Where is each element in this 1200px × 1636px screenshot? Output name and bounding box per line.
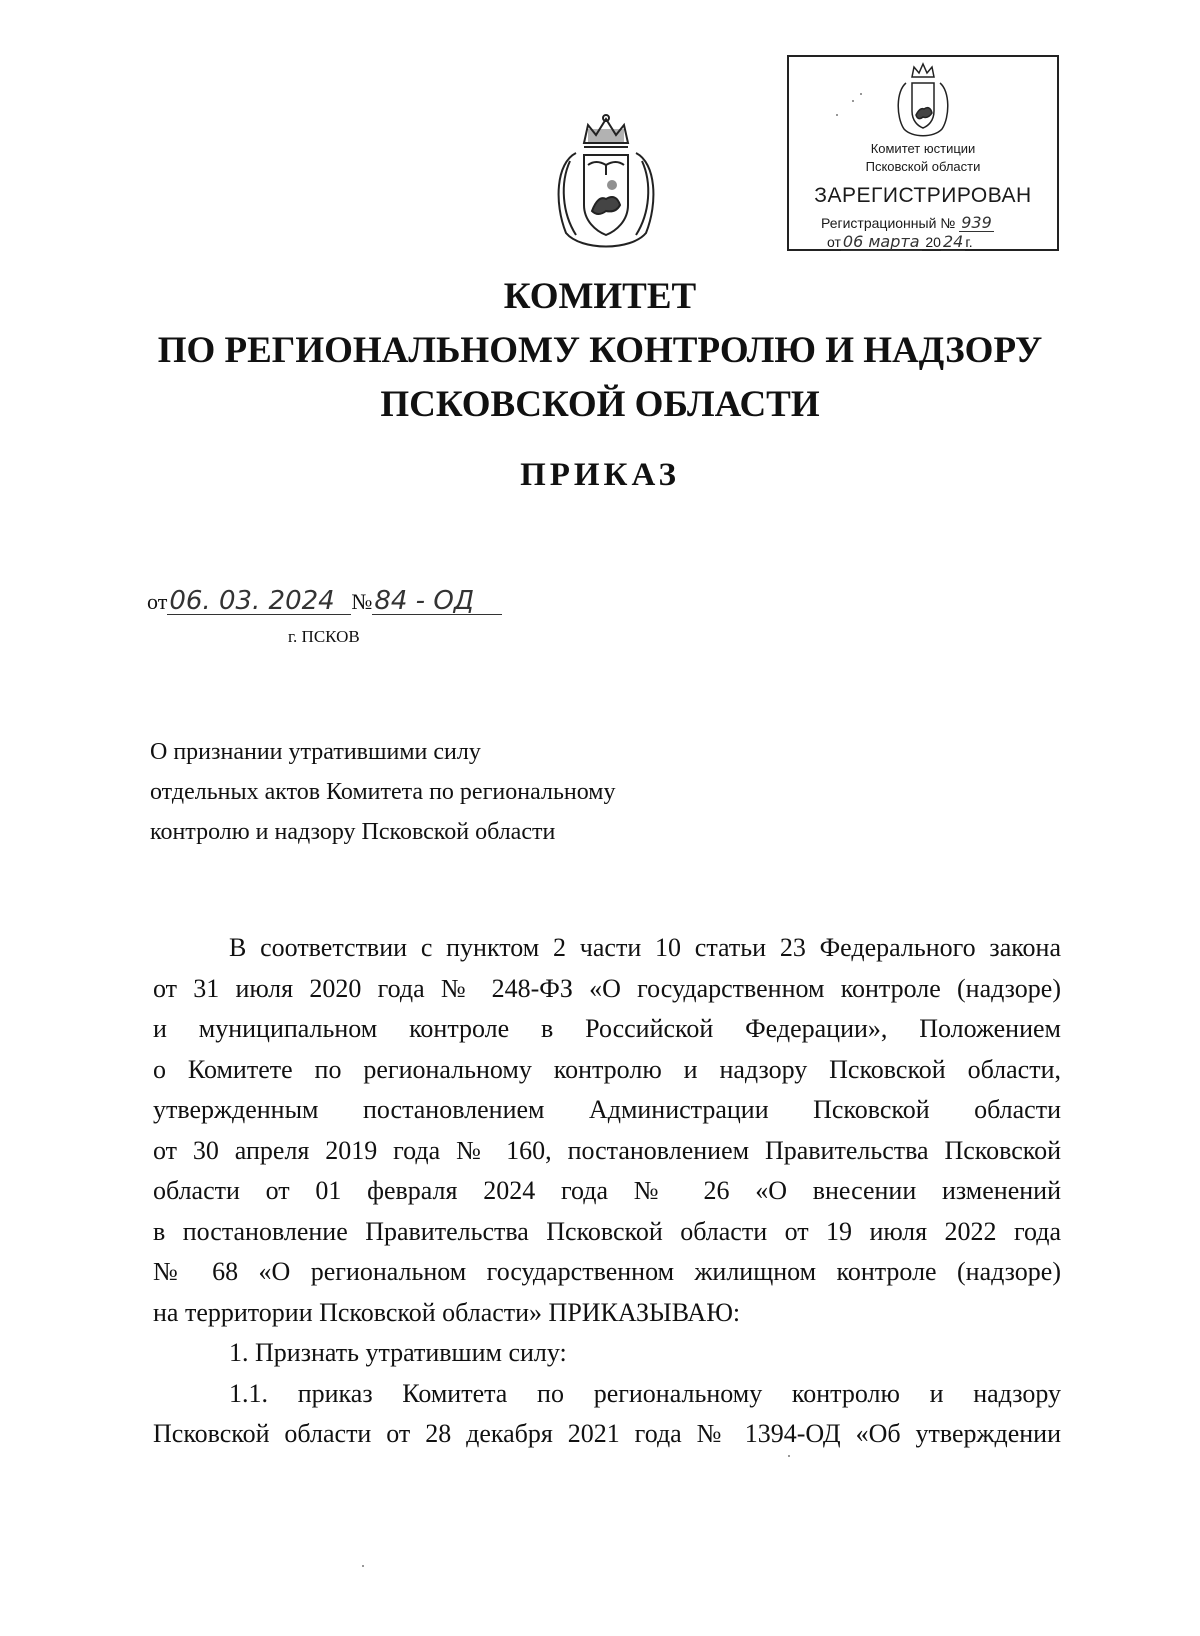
preamble-line: № 68 «О региональном государственном жилищном контроле (надзоре) <box>153 1257 1061 1286</box>
preamble-line: утвержденным постановлением Администрации Псковской области <box>153 1095 1061 1124</box>
stamp-date-line <box>827 234 973 251</box>
preamble-line: от 30 апреля 2019 года № 160, постановлением Правительства Псковской <box>153 1135 1061 1165</box>
stamp-org-line1: Комитет юстиции <box>870 141 976 156</box>
order-date: 06. 03. 2024 <box>167 588 351 615</box>
item-1-1-line2: Псковской области от 28 декабря 2021 года № 1394-ОД «Об утверждении <box>153 1419 1061 1448</box>
org-name-line1: КОМИТЕТ <box>503 276 697 317</box>
preamble-line: от 31 июля 2020 года № 248-ФЗ «О государственном контроле (надзоре) <box>153 973 1061 1003</box>
stamp-year-handwritten: 24 <box>942 232 964 251</box>
item-1-1-line1: 1.1. приказ Комитета по региональному контролю и надзору <box>229 1378 1061 1408</box>
org-name-line3: ПСКОВСКОЙ ОБЛАСТИ <box>380 384 820 425</box>
order-body <box>153 928 1061 1455</box>
subject-line3: контролю и надзору Псковской области <box>150 819 556 845</box>
stamp-reg-number: 939 <box>961 213 992 232</box>
org-name-line2: ПО РЕГИОНАЛЬНОМУ КОНТРОЛЮ И НАДЗОРУ <box>157 330 1043 371</box>
stamp-date-handwritten: 06 марта <box>842 232 920 251</box>
scan-speck <box>852 100 854 102</box>
preamble-line: В соответствии с пунктом 2 части 10 статьи 23 Федерального закона <box>229 933 1061 962</box>
stamp-year-suffix: г. <box>965 234 973 250</box>
order-date-prefix: от <box>147 589 168 614</box>
order-number-prefix: № <box>351 589 373 614</box>
order-city: г. ПСКОВ <box>288 627 360 646</box>
stamp-status: ЗАРЕГИСТРИРОВАН <box>814 184 1032 207</box>
stamp-coat-of-arms-emblem <box>890 61 956 139</box>
stamp-date-prefix: от <box>827 234 841 250</box>
subject-line2: отдельных актов Комитета по региональному <box>150 779 616 805</box>
scan-speck <box>362 1565 364 1567</box>
order-subject <box>150 732 615 852</box>
subject-line1: О признании утратившими силу <box>150 739 481 765</box>
item-1: 1. Признать утратившим силу: <box>229 1338 567 1367</box>
order-date-number-line <box>147 588 502 615</box>
scan-speck <box>788 1455 790 1457</box>
stamp-registration-number-line <box>821 215 994 232</box>
preamble-line: области от 01 февраля 2024 года № 26 «О внесении изменений <box>153 1176 1061 1205</box>
coat-of-arms-emblem <box>546 113 666 253</box>
organization-header <box>0 270 1200 432</box>
scan-speck <box>836 114 838 116</box>
registration-stamp <box>787 55 1059 251</box>
preamble-line: на территории Псковской области» ПРИКАЗЫВАЮ: <box>153 1297 741 1327</box>
stamp-year-prefix: 20 <box>925 234 941 250</box>
order-number: 84 - ОД <box>372 588 502 615</box>
stamp-reg-label: Регистрационный № <box>821 215 956 231</box>
scan-speck <box>860 93 862 95</box>
stamp-org-line2: Псковской области <box>865 159 981 174</box>
preamble-line: о Комитете по региональному контролю и надзору Псковской области, <box>153 1054 1061 1084</box>
document-type-title: ПРИКАЗ <box>520 457 680 493</box>
preamble-line: и муниципальном контроле в Российской Федерации», Положением <box>153 1014 1061 1043</box>
preamble-line: в постановление Правительства Псковской области от 19 июля 2022 года <box>153 1216 1061 1246</box>
